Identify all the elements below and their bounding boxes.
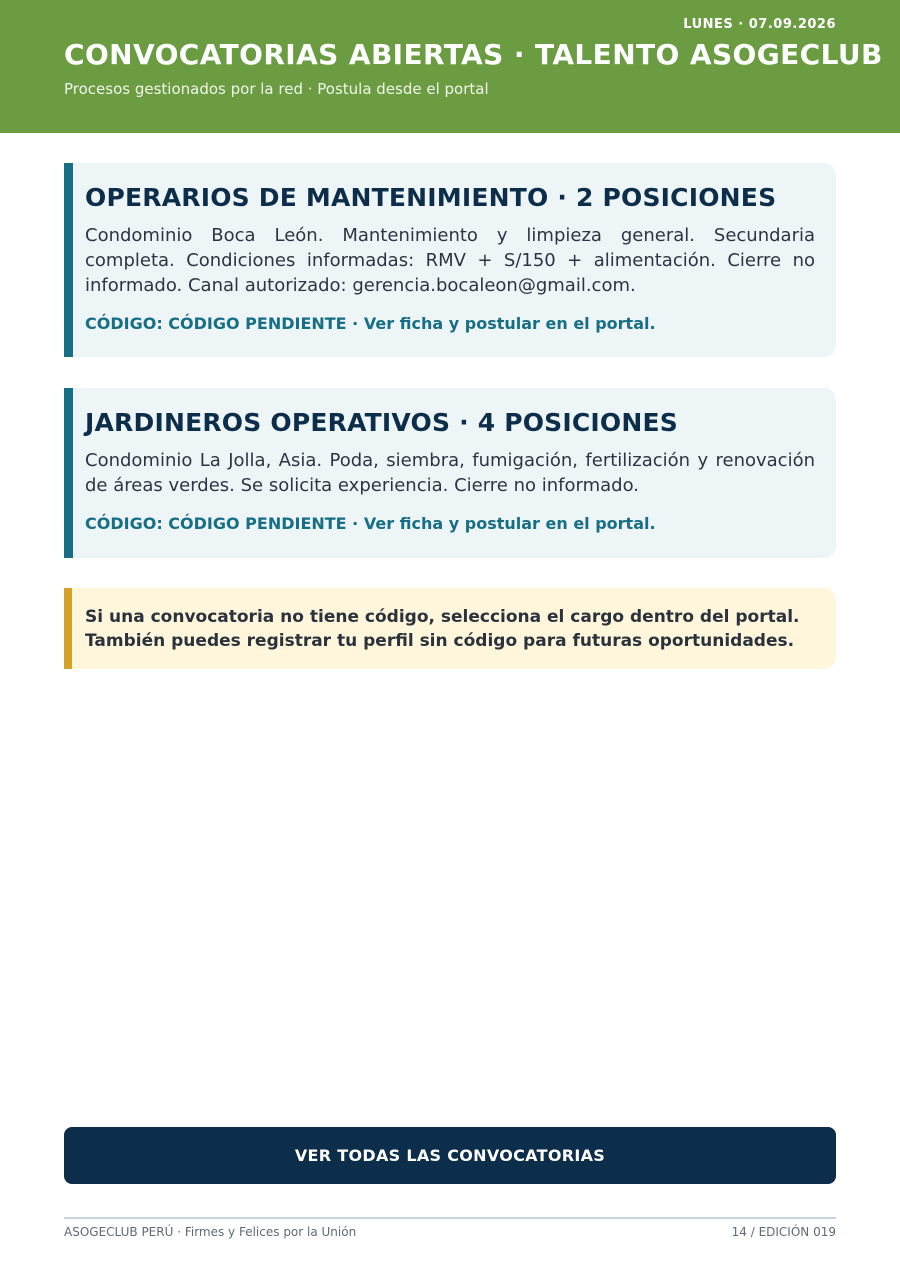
header-banner <box>0 0 900 133</box>
job-description: Condominio Boca León. Mantenimiento y limpieza general. Secundaria completa. Condiciones informadas: RMV + S/150 + alimentación. Cierre no informado. Canal autorizado: gerencia.bocaleon@gmail.com. <box>85 225 815 296</box>
job-code-link[interactable]: CÓDIGO: CÓDIGO PENDIENTE · Ver ficha y postular en el portal. <box>85 314 656 333</box>
page-subtitle: Procesos gestionados por la red · Postula desde el portal <box>64 80 489 98</box>
job-description: Condominio La Jolla, Asia. Poda, siembra, fumigación, fertilización y renovación de áreas verdes. Se solicita experiencia. Cierre no informado. <box>85 450 815 496</box>
notice-box <box>64 588 836 669</box>
footer-page-number: 14 / EDICIÓN 019 <box>731 1225 836 1239</box>
notice-line: Si una convocatoria no tiene código, selecciona el cargo dentro del portal. <box>85 607 800 627</box>
job-card-operarios <box>64 163 836 357</box>
notice-line: También puedes registrar tu perfil sin código para futuras oportunidades. <box>85 631 795 651</box>
job-code-link[interactable]: CÓDIGO: CÓDIGO PENDIENTE · Ver ficha y postular en el portal. <box>85 514 656 533</box>
job-title: JARDINEROS OPERATIVOS · 4 POSICIONES <box>85 408 678 437</box>
footer-divider <box>64 1217 836 1219</box>
job-card-jardineros <box>64 388 836 558</box>
job-title: OPERARIOS DE MANTENIMIENTO · 2 POSICIONES <box>85 183 777 212</box>
header-date: LUNES · 07.09.2026 <box>683 17 836 32</box>
page-title: CONVOCATORIAS ABIERTAS · TALENTO ASOGECLUB <box>64 38 883 71</box>
footer-tagline: ASOGECLUB PERÚ · Firmes y Felices por la Unión <box>64 1225 357 1239</box>
view-all-button[interactable]: VER TODAS LAS CONVOCATORIAS <box>64 1127 836 1184</box>
